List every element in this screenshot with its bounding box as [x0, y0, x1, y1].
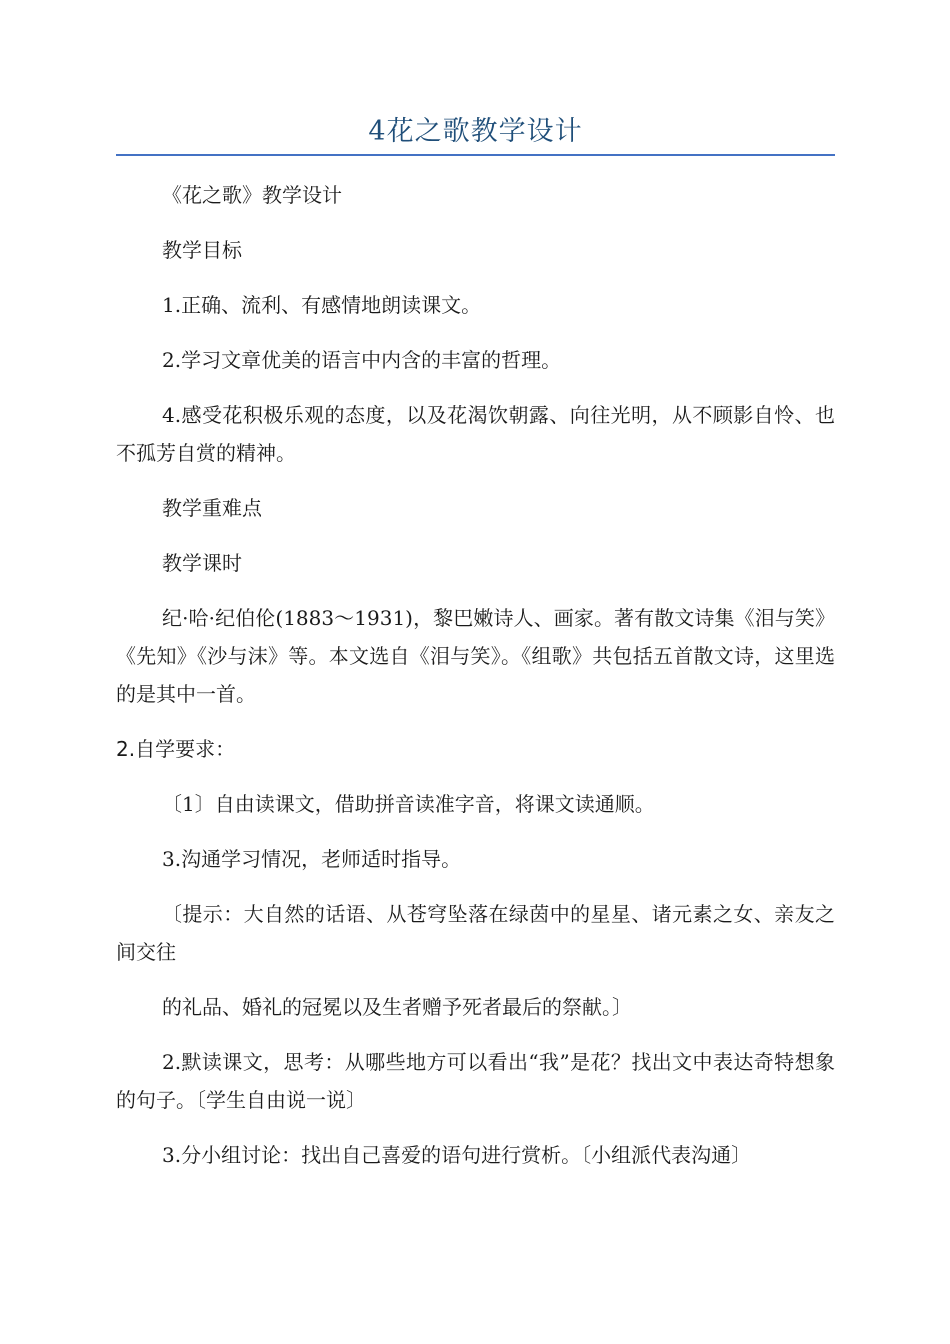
paragraph-class-hours: 教学课时 [162, 551, 242, 575]
paragraph-group-discussion: 3.分小组讨论：找出自己喜爱的语句进行赏析。〔小组派代表沟通〕 [162, 1143, 752, 1167]
paragraph-hint-continued: 的礼品、婚礼的冠冕以及生者赠予死者最后的祭献。〕 [162, 995, 632, 1019]
paragraph-objective-1: 1.正确、流利、有感情地朗读课文。 [162, 293, 482, 317]
title-underline [116, 154, 835, 156]
paragraph-heading: 《花之歌》教学设计 [162, 183, 342, 207]
paragraph-objective-4: 4.感受花积极乐观的态度，以及花渴饮朝露、向往光明，从不顾影自怜、也不孤芳自赏的精神。 [116, 403, 835, 465]
document-body [116, 176, 835, 1174]
paragraph-step-1: 〔1〕自由读课文，借助拼音读准字音，将课文读通顺。 [162, 792, 655, 816]
paragraph-hint: 〔提示：大自然的话语、从苍穹坠落在绿茵中的星星、诸元素之女、亲友之间交往 [116, 902, 835, 964]
paragraph-author-intro: 纪·哈·纪伯伦(1883～1931)，黎巴嫩诗人、画家。著有散文诗集《泪与笑》《先知》《沙与沫》等。本文选自《泪与笑》。《组歌》共包括五首散文诗，这里选的是其中一首。 [116, 606, 835, 706]
paragraph-objective-2: 2.学习文章优美的语言中内含的丰富的哲理。 [162, 348, 562, 372]
paragraph-self-study: 2.自学要求： [116, 737, 236, 761]
paragraph-step-3: 3.沟通学习情况，老师适时指导。 [162, 847, 462, 871]
paragraph-objectives-heading: 教学目标 [162, 238, 242, 262]
document-title: 4花之歌教学设计 [368, 116, 583, 147]
paragraph-silent-reading: 2.默读课文，思考：从哪些地方可以看出“我”是花？找出文中表达奇特想象的句子。〔学生自由说一说〕 [116, 1050, 835, 1112]
paragraph-key-points: 教学重难点 [162, 496, 262, 520]
